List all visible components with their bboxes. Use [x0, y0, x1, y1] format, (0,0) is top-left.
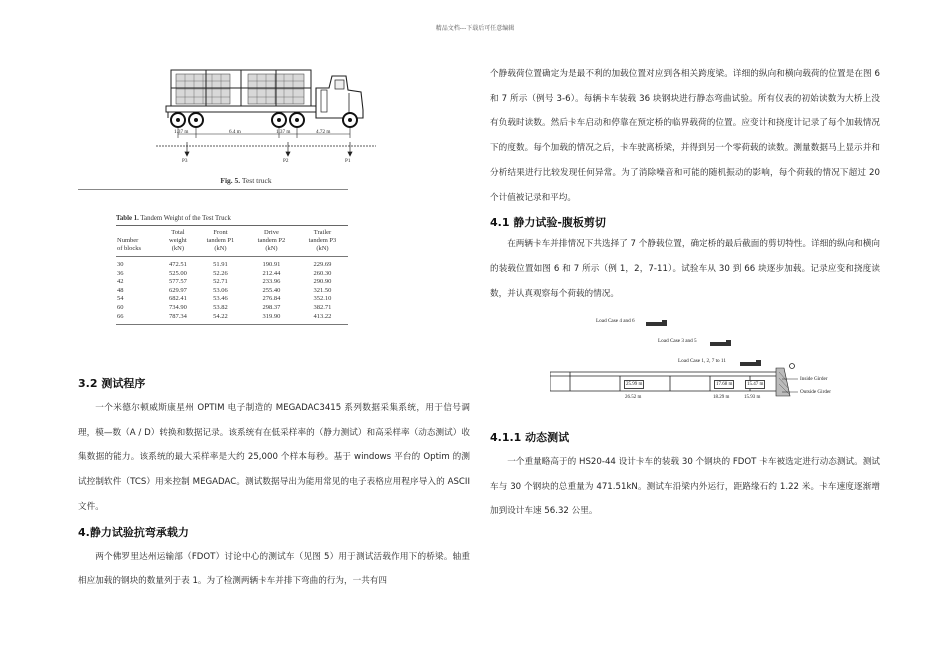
table-header: Total weight (kN): [161, 226, 195, 257]
page-header: 精品文档---下载后可任意编辑: [435, 25, 515, 32]
dim-label: 1.37 m: [174, 129, 189, 135]
table-row: 30 472.51 51.91 190.91 229.69: [117, 261, 332, 268]
table-header: Number of blocks: [116, 226, 161, 257]
load-case-label: Load Case 1, 2, 7 to 11: [678, 358, 726, 364]
test-truck-drawing: [116, 62, 376, 176]
table-title: Table 1. Tandem Weight of the Test Truck: [116, 215, 348, 226]
table-1: [116, 215, 348, 325]
table-row: 66 787.34 54.22 319.90 413.22: [116, 313, 348, 325]
paragraph: 一个重量略高于的 HS20-44 设计卡车的装载 30 个钢块的 FDOT 卡车被选定进行动态测试。测试车与 30 个钢块的总重量为 471.51kN。测试车沿梁内外运行，距路缘石约 1.22 米。卡车速度逐渐增加到设计车速 56.32 公里。: [490, 457, 880, 517]
dimension-box: 26.52 m: [625, 395, 642, 400]
figure-divider: [78, 189, 348, 190]
left-text: [78, 375, 470, 594]
left-column: [78, 62, 470, 192]
dim-label: 6.4 m: [229, 129, 241, 135]
paragraph: 两个佛罗里达州运输部（FDOT）讨论中心的测试车（见图 5）用于测试活载作用下的桥梁。轴重相应加载的钢块的数量列于表 1。为了检测两辆卡车并排下弯曲的行为，一共有四: [78, 551, 470, 587]
table-header: Trailer tandem P3 (kN): [297, 226, 348, 257]
tandem-weight-table: [116, 226, 348, 325]
figure-caption: Fig. 5. Test truck: [220, 176, 272, 185]
table-header: Drive tandem P2 (kN): [246, 226, 297, 257]
load-case-label: Load Case 4 and 6: [596, 318, 635, 324]
dimension-box: 17.68 m: [716, 382, 733, 387]
axle-label: P2: [283, 158, 289, 164]
dimension-box: 18.29 m: [713, 395, 730, 400]
table-row: 48 629.97 53.06 255.40 321.50: [117, 286, 332, 294]
table-row: 54 682.41 53.46 276.84 352.10: [117, 295, 332, 303]
section-title: 4.1 静力试验-腹板剪切: [490, 216, 606, 230]
right-column: [490, 62, 880, 306]
section-title: 4.静力试验抗弯承载力: [78, 525, 189, 539]
table-header: Front tandem P1 (kN): [195, 226, 246, 257]
girder-label: Inside Girder: [800, 376, 828, 382]
paragraph: 一个米德尔顿威斯康星州 OPTIM 电子制造的 MEGADAC3415 系列数据采集系统，用于信号调理，模—数（A / D）转换和数据记录。该系统有在低采样率的（静力测试）和高采样率（动态测试）收集数据的能力。该系统的最大采样率是大约 25,000 个样本每秒。基于 windows 平台的 Optim 的测试控制软件（TCS）用来控制 MEGADAC。测试数据导出为能用常见的电子表格应用程序导入的 ASCII 文件。: [78, 403, 470, 512]
dimension-box: 25.99 m: [626, 382, 643, 387]
dimension-box: 15.47 m: [747, 382, 764, 387]
axle-label: P3: [182, 158, 188, 164]
dim-label: 4.72 m: [316, 129, 331, 135]
load-case-label: Load Case 3 and 5: [658, 338, 697, 344]
table-row: 60 734.90 53.82 298.37 382.71: [117, 303, 332, 311]
dimension-box: 15.93 m: [744, 395, 761, 400]
right-text-lower: [490, 429, 880, 524]
axle-label: P1: [345, 158, 351, 164]
table-row: 36 525.00 52.26 212.44 260.30: [117, 269, 332, 277]
girder-label: Outside Girder: [800, 389, 831, 395]
figure-5: [116, 62, 376, 192]
paragraph: 在两辆卡车并排情况下共选择了 7 个静载位置，确定桥的最后截面的剪切特性。详细的纵向和横向的装载位置如图 6 和 7 所示（例 1，2，7-11）。试验车从 30 到 66 块逐步加载。记录应变和挠度读数，并认真观察每个荷载的情况。: [490, 239, 880, 299]
section-title: 3.2 测试程序: [78, 377, 146, 390]
dim-label: 1.37 m: [276, 129, 291, 135]
paragraph: 个静载荷位置确定为是最不利的加载位置对应到各相关跨度梁。详细的纵向和横向载荷的位置是在图 6 和 7 所示（例号 3-6）。每辆卡车装载 36 块钢块进行静态弯曲试验。所有仪表的初始读数为大桥上没有负载时读数。然后卡车启动和停靠在预定桥的临界载荷的位置。应变计和挠度计记录了每个加载情况下的度数。每个加载的情况之后，卡车驶离桥梁，并得到另一个零荷载的读数。测量数据马上显示并和分析结果进行比较发现任何异常。为了消除噪音和可能的随机振动的影响，每个荷载的情况下超过 20 个计值被记录和平均。: [490, 69, 880, 203]
load-case-figure: [550, 316, 850, 406]
section-title: 4.1.1 动态测试: [490, 431, 570, 444]
table-row: 42 577.57 52.71 233.96 290.90: [117, 278, 332, 286]
